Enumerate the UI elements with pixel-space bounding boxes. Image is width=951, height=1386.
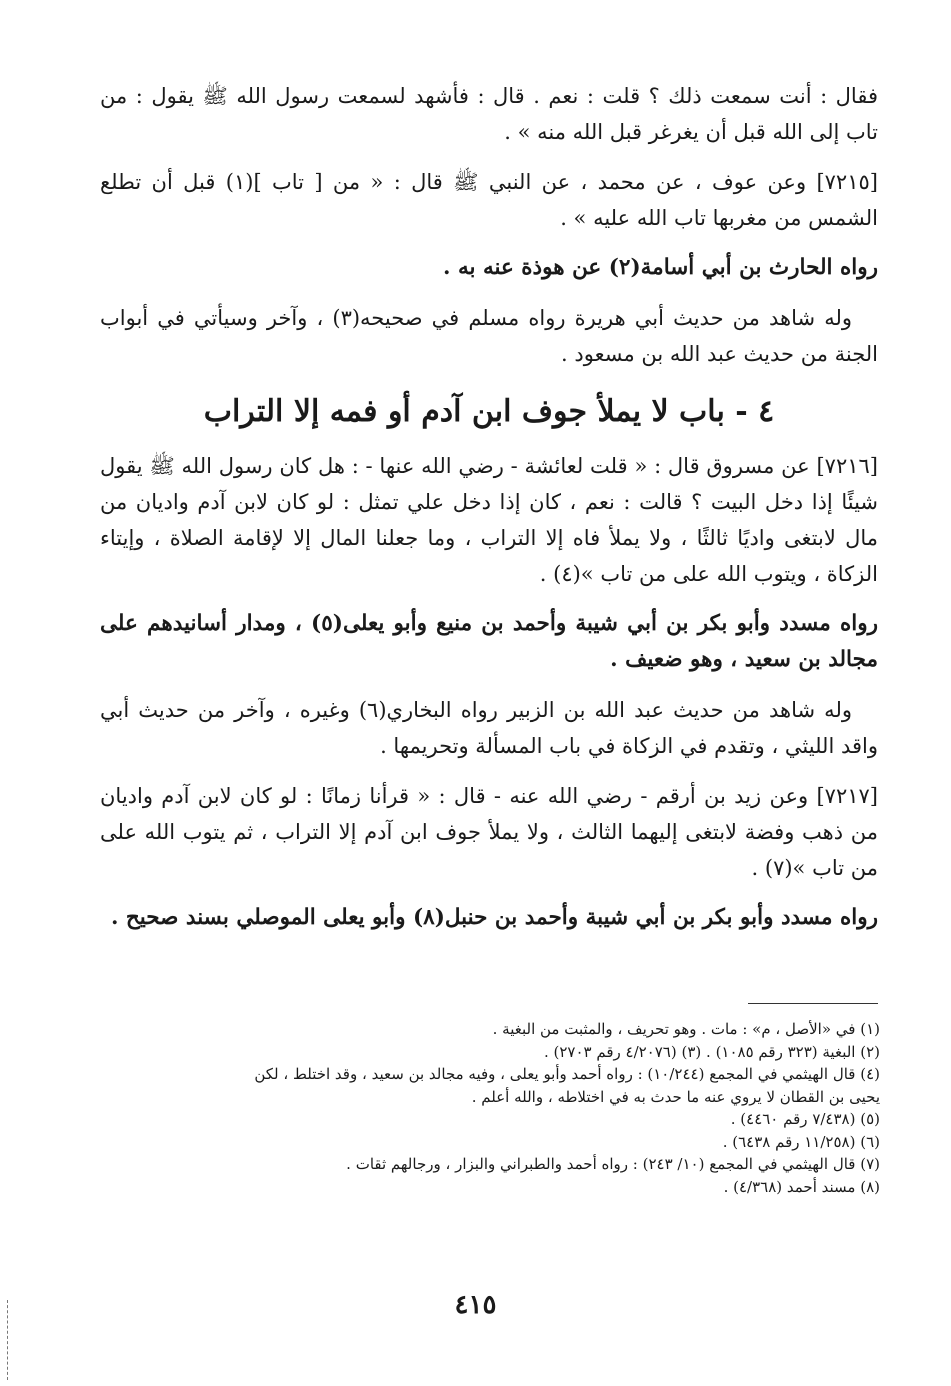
paragraph-narration-7216: رواه مسدد وأبو بكر بن أبي شيبة وأحمد بن منيع وأبو يعلى(٥) ، ومدار أسانيدهم على مجالد بن سعيد ، وهو ضعيف . bbox=[100, 611, 878, 672]
footnote-4: (٤) قال الهيثمي في المجمع (١٠/٢٤٤) : رواه أحمد وأبو يعلى ، وفيه مجالد بن سعيد ، وقد اختلط ، لكن bbox=[254, 1065, 880, 1083]
footnote-4-continued: يحيى بن القطان لا يروي عنه ما حدث به في اختلاطه ، والله أعلم . bbox=[471, 1087, 880, 1106]
margin-scan-mark bbox=[7, 1300, 8, 1380]
footnote-1: (١) في «الأصل ، م» : مات . وهو تحريف ، والمثبت من البغية . bbox=[492, 1020, 880, 1038]
main-text bbox=[100, 78, 878, 950]
footnote-5: (٥) (٧/٤٣٨ رقم ٤٤٦٠) . bbox=[730, 1110, 880, 1128]
chapter-title: ٤ - باب لا يملأ جوف ابن آدم أو فمه إلا التراب bbox=[203, 394, 775, 429]
footnote-divider bbox=[748, 1003, 878, 1004]
paragraph-narration-7217: رواه مسدد وأبو بكر بن أبي شيبة وأحمد بن حنبل(٨) وأبو يعلى الموصلي بسند صحيح . bbox=[110, 905, 878, 930]
footnote-2-3: (٢) البغية (٣٢٣ رقم ١٠٨٥) . (٣) (٤/٢٠٧٦ رقم ٢٧٠٣) . bbox=[543, 1042, 880, 1061]
paragraph-witness-7215: وله شاهد من حديث أبي هريرة رواه مسلم في صحيحه(٣) ، وآخر وسيأتي في أبواب الجنة من حديث عبد الله بن مسعود . bbox=[100, 306, 878, 366]
paragraph-hadith-7216: [٧٢١٦] عن مسروق قال : « قلت لعائشة - رضي الله عنها - : هل كان رسول الله ﷺ يقول شيئًا إذا دخل البيت ؟ قالت : نعم ، كان إذا دخل علي تمثل : لو كان لابن آدم واديان من مال لابتغى واديًا ثالثًا ، ولا يملأ فاه إلا التراب ، وما جعلنا المال إلا لإقامة الصلاة ، وإيتاء الزكاة ، ويتوب الله على من تاب »(٤) . bbox=[100, 454, 878, 586]
footnote-8: (٨) مسند أحمد (٤/٣٦٨) . bbox=[723, 1177, 880, 1196]
paragraph-narration-7215: رواه الحارث بن أبي أسامة(٢) عن هوذة عنه به . bbox=[443, 255, 878, 280]
page-number: ٤١٥ bbox=[454, 1290, 497, 1320]
paragraph-hadith-7215: [٧٢١٥] وعن عوف ، عن محمد ، عن النبي ﷺ قال : « من [ تاب ](١) قبل أن تطلع الشمس من مغربها تاب الله عليه » . bbox=[100, 170, 878, 230]
paragraph-hadith-7217: [٧٢١٧] وعن زيد بن أرقم - رضي الله عنه - قال : « قرأنا زمانًا : لو كان لابن آدم واديان من ذهب وفضة لابتغى إليهما الثالث ، ولا يملأ جوف ابن آدم إلا التراب ، ثم يتوب الله على من تاب »(٧) . bbox=[100, 784, 878, 880]
paragraph-hadith-continuation: فقال : أنت سمعت ذلك ؟ قلت : نعم . قال : فأشهد لسمعت رسول الله ﷺ يقول : من تاب إلى الله قبل أن يغرغر قبل الله منه » . bbox=[100, 84, 878, 144]
paragraph-witness-7216: وله شاهد من حديث عبد الله بن الزبير رواه البخاري(٦) وغيره ، وآخر من حديث أبي واقد الليثي ، وتقدم في الزكاة في باب المسألة وتحريمها . bbox=[100, 698, 878, 758]
footnotes bbox=[120, 1018, 880, 1198]
footnote-6: (٦) (١١/٢٥٨ رقم ٦٤٣٨) . bbox=[722, 1132, 880, 1151]
footnote-7: (٧) قال الهيثمي في المجمع (١٠/ ٢٤٣) : رواه أحمد والطبراني والبزار ، ورجالهم ثقات . bbox=[346, 1155, 880, 1173]
